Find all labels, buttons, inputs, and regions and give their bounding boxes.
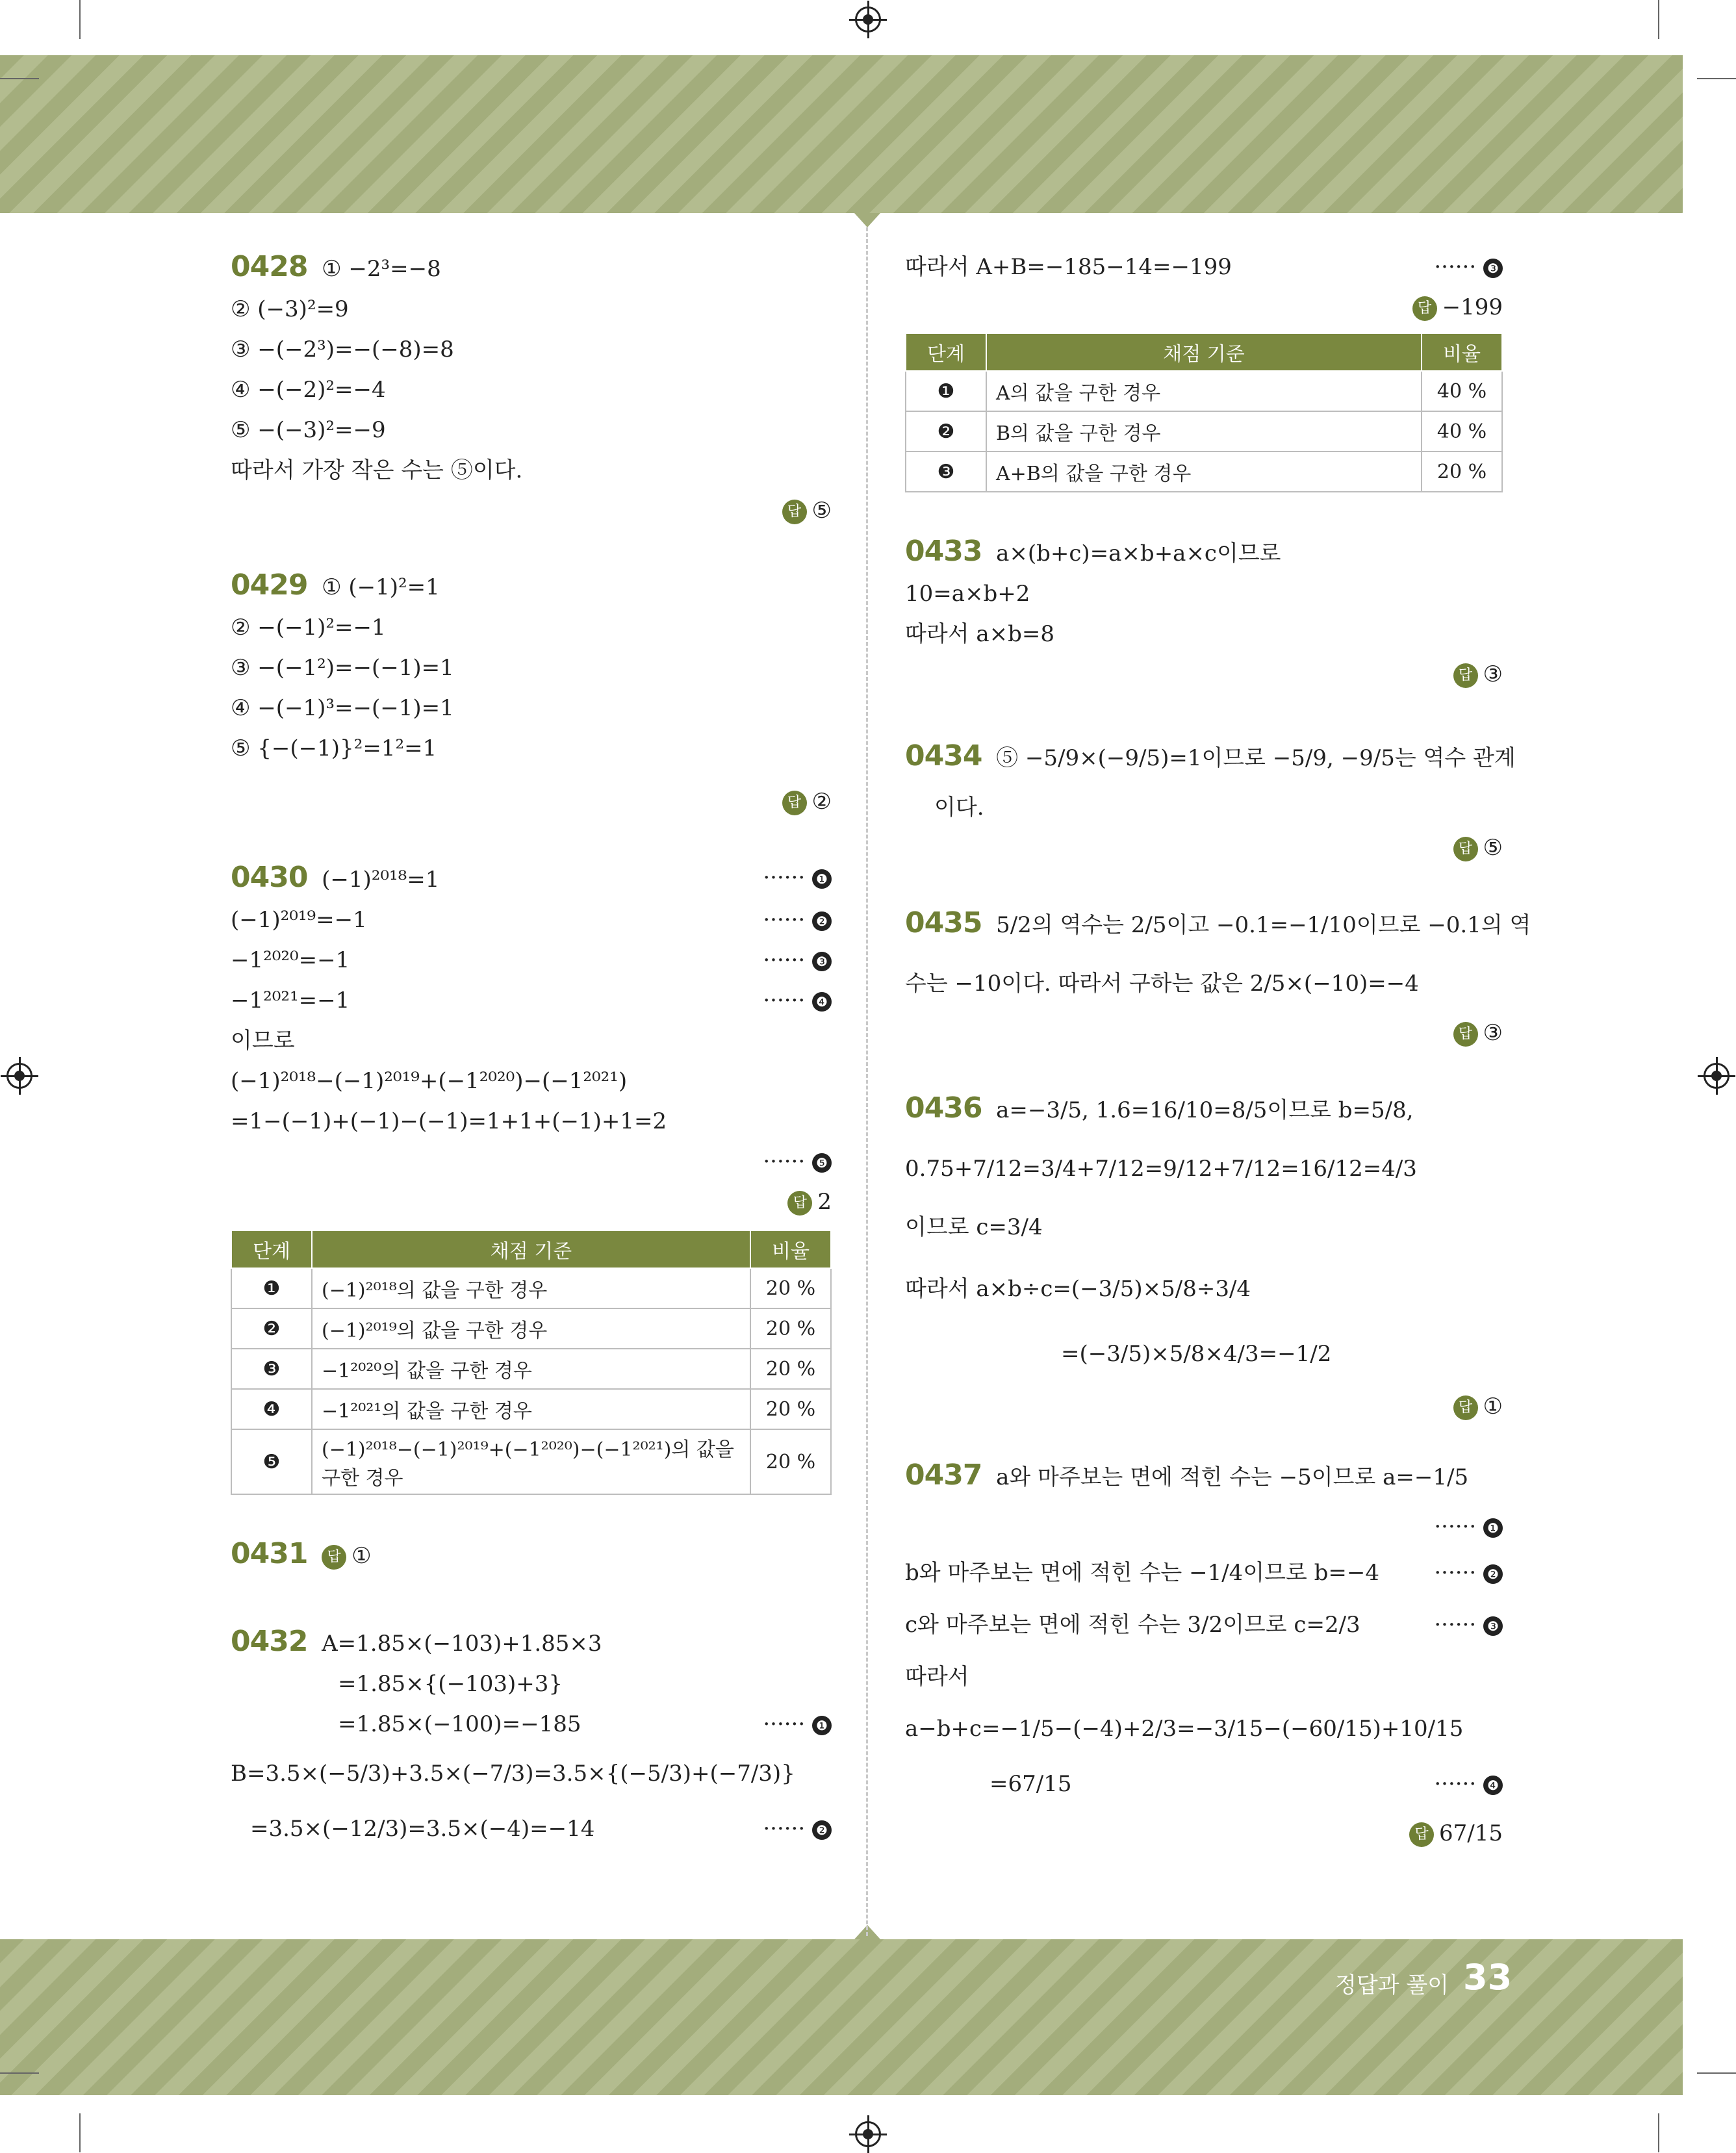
table-row: ❷ B의 값을 구한 경우 40 % <box>906 411 1502 452</box>
step-marker: ❹ <box>812 992 832 1012</box>
step-marker: ❷ <box>1483 1564 1503 1584</box>
trim-mark <box>1658 0 1659 39</box>
solution-line: a×(b+c)=a×b+a×c이므로 <box>996 541 1281 567</box>
problem-number: 0432 <box>231 1625 308 1658</box>
solution-line: 5/2의 역수는 2/5이고 −0.1=−1/10이므로 −0.1의 역 <box>996 912 1531 938</box>
solution-line: ① −2³=−8 <box>322 256 441 282</box>
problem-0430: 0430 (−1)²⁰¹⁸=1 ······ ❶ (−1)²⁰¹⁹=−1 ······ ❷ −1²⁰²⁰=−1 ······ ❸ −1²⁰²¹=−1 ······ ❹ 이므로 (−1)²⁰¹⁸−(−1)²⁰¹⁹+(−1²⁰²⁰)−(−1²⁰²¹) =1−(−1)+(−1)−(−1)=1+1+(−1)+1=2 ······ ❺ 답 2 단계 채점 기준 비율 ❶ (−1)²⁰¹⁸의 값을 구한 경우 20 % ❷ (−1)²⁰¹⁹의 값을 구한 경우 20 % ❸ −1²⁰²⁰의 값을 구한 경우 20 % ❹ −1²⁰²¹의 값을 구한 경우 20 % ❺ (−1)²⁰¹⁸−(−1)²⁰¹⁹+(−1²⁰²⁰)−(−1²⁰²¹)의 값을 구한 경우 20 % <box>231 858 832 1495</box>
answer: 답 ⑤ <box>905 828 1503 868</box>
problem-0435 <box>905 894 1531 1053</box>
problem-number: 0435 <box>905 906 982 939</box>
step-marker: ❺ <box>812 1153 832 1173</box>
trim-mark <box>0 2072 39 2074</box>
header-band <box>0 55 1683 213</box>
table-row: ❺ (−1)²⁰¹⁸−(−1)²⁰¹⁹+(−1²⁰²⁰)−(−1²⁰²¹)의 값을 구한 경우 20 % <box>231 1429 831 1494</box>
table-row: ❸ −1²⁰²⁰의 값을 구한 경우 20 % <box>231 1349 831 1389</box>
solution-line: 10=a×b+2 <box>905 581 1030 607</box>
solution-line: 이므로 c=3/4 <box>905 1214 1043 1240</box>
problem-number: 0434 <box>905 739 982 772</box>
answer: 답 ① <box>905 1386 1503 1427</box>
answer-badge: 답 <box>782 500 807 524</box>
header-notch <box>854 213 880 227</box>
solution-line: =1.85×(−100)=−185 <box>338 1711 581 1737</box>
scoring-table: 단계 채점 기준 비율 ❶ (−1)²⁰¹⁸의 값을 구한 경우 20 % ❷ (−1)²⁰¹⁹의 값을 구한 경우 20 % ❸ −1²⁰²⁰의 값을 구한 경우 20 % ❹ −1²⁰²¹의 값을 구한 경우 20 % ❺ (−1)²⁰¹⁸−(−1)²⁰¹⁹+(−1²⁰²⁰)−(−1²⁰²¹)의 값을 구한 경우 20 % <box>231 1230 832 1495</box>
solution-line: A=1.85×(−103)+1.85×3 <box>322 1631 602 1657</box>
table-row: ❷ (−1)²⁰¹⁹의 값을 구한 경우 20 % <box>231 1308 831 1349</box>
table-row: ❹ −1²⁰²¹의 값을 구한 경우 20 % <box>231 1389 831 1429</box>
answer-badge: 답 <box>1453 1395 1478 1420</box>
problem-0436 <box>905 1079 1503 1427</box>
problem-0432: 0432 A=1.85×(−103)+1.85×3 =1.85×{(−103)+3} =1.85×(−100)=−185 ······ ❶ B=3.5×(−5/3)+3.5×(−7/3)=3.5×{(−5/3)+(−7/3)} =3.5×(−12/3)=3.5×(−4)=−14 ······ ❷ <box>231 1622 832 1855</box>
solution-line: =1−(−1)+(−1)−(−1)=1+1+(−1)+1=2 <box>231 1108 667 1134</box>
answer-badge: 답 <box>782 791 807 815</box>
trim-mark <box>1697 2072 1736 2074</box>
solution-line: ① (−1)²=1 <box>322 574 440 600</box>
answer-badge: 답 <box>1453 663 1478 688</box>
solution-line: −1²⁰²⁰=−1 <box>231 947 350 973</box>
registration-mark-icon <box>6 1063 32 1089</box>
problem-0431 <box>231 1534 832 1576</box>
answer-badge: 답 <box>1453 1022 1478 1047</box>
solution-line: =(−3/5)×5/8×4/3=−1/2 <box>1061 1341 1332 1367</box>
step-marker: ❷ <box>812 1820 832 1840</box>
solution-line: =67/15 <box>989 1771 1072 1797</box>
footer-band <box>0 1939 1683 2095</box>
left-column <box>231 247 832 1855</box>
solution-line: =3.5×(−12/3)=3.5×(−4)=−14 <box>250 1816 595 1842</box>
answer-badge: 답 <box>787 1191 812 1216</box>
problem-0429 <box>231 565 832 851</box>
problem-number: 0429 <box>231 568 308 602</box>
answer: 답 ② <box>231 782 832 822</box>
step-marker: ❸ <box>812 952 832 971</box>
solution-line: a−b+c=−1/5−(−4)+2/3=−3/15−(−60/15)+10/15 <box>905 1716 1464 1742</box>
trim-mark <box>1697 78 1736 79</box>
solution-line: ② −(−1)²=−1 <box>231 615 386 641</box>
solution-line: c와 마주보는 면에 적힌 수는 3/2이므로 c=2/3 <box>905 1612 1360 1638</box>
solution-line: =1.85×{(−103)+3} <box>338 1671 563 1697</box>
solution-line: (−1)²⁰¹⁸−(−1)²⁰¹⁹+(−1²⁰²⁰)−(−1²⁰²¹) <box>231 1068 628 1094</box>
table-row: ❶ A의 값을 구한 경우 40 % <box>906 371 1502 411</box>
scoring-table: 단계 채점 기준 비율 ❶ A의 값을 구한 경우 40 % ❷ B의 값을 구한 경우 40 % ❸ A+B의 값을 구한 경우 20 % <box>905 333 1503 492</box>
answer: 답 −199 <box>905 287 1503 327</box>
solution-line: b와 마주보는 면에 적힌 수는 −1/4이므로 b=−4 <box>905 1560 1380 1586</box>
problem-0428 <box>231 247 832 539</box>
registration-mark-icon <box>1704 1063 1730 1089</box>
table-row: ❸ A+B의 값을 구한 경우 20 % <box>906 452 1502 492</box>
solution-line: (−1)²⁰¹⁸=1 <box>322 867 440 893</box>
step-marker: ❸ <box>1483 259 1503 278</box>
solution-line: ⑤ −5/9×(−9/5)=1이므로 −5/9, −9/5는 역수 관계 <box>996 745 1516 771</box>
registration-mark-icon <box>855 6 881 32</box>
solution-line: 따라서 <box>905 1664 969 1690</box>
solution-line: 수는 −10이다. 따라서 구하는 값은 2/5×(−10)=−4 <box>905 971 1419 997</box>
trim-mark <box>0 78 39 79</box>
column-divider <box>866 227 868 1936</box>
step-marker: ❶ <box>1483 1518 1503 1538</box>
solution-line: −1²⁰²¹=−1 <box>231 987 350 1013</box>
solution-line: 따라서 a×b=8 <box>905 621 1054 647</box>
step-marker: ❶ <box>812 1716 832 1735</box>
trim-mark <box>79 0 81 39</box>
solution-line: 따라서 a×b÷c=(−3/5)×5/8÷3/4 <box>905 1276 1251 1302</box>
step-marker: ❸ <box>1483 1616 1503 1636</box>
problem-0433 <box>905 531 1503 694</box>
solution-line: ⑤ {−(−1)}²=1²=1 <box>231 735 437 761</box>
answer: ① <box>351 1543 372 1569</box>
solution-line: (−1)²⁰¹⁹=−1 <box>231 907 367 933</box>
solution-line: ② (−3)²=9 <box>231 296 349 322</box>
solution-line: ③ −(−1²)=−(−1)=1 <box>231 655 454 681</box>
right-column <box>905 247 1531 1854</box>
registration-mark-icon <box>855 2121 881 2147</box>
step-marker: ❷ <box>812 911 832 931</box>
solution-line: a와 마주보는 면에 적힌 수는 −5이므로 a=−1/5 <box>996 1464 1469 1490</box>
answer: 답 2 <box>231 1182 832 1222</box>
solution-line: ④ −(−1)³=−(−1)=1 <box>231 695 454 721</box>
problem-0437: 0437 a와 마주보는 면에 적힌 수는 −5이므로 a=−1/5 ······ ❶ b와 마주보는 면에 적힌 수는 −1/4이므로 b=−4 ······ ❷ c와 마주보는 면에 적힌 수는 3/2이므로 c=2/3 ······ ❸ 따라서 a−b+c=−1/5−(−4)+2/3=−3/15−(−60/15)+10/15 =67/15 ······ ❹ 답 67/15 <box>905 1446 1503 1854</box>
trim-mark <box>1658 2113 1659 2152</box>
solution-line: ④ −(−2)²=−4 <box>231 377 386 403</box>
answer: 답 ③ <box>905 654 1503 694</box>
answer-badge: 답 <box>1412 296 1437 321</box>
trim-mark <box>79 2113 81 2152</box>
answer: 답 ⑤ <box>231 490 832 531</box>
problem-0432-continued: 따라서 A+B=−185−14=−199 ······ ❸ 답 −199 단계 채점 기준 비율 ❶ A의 값을 구한 경우 40 % ❷ B의 값을 구한 경우 40 % ❸ A+B의 값을 구한 경우 20 % <box>905 247 1503 492</box>
problem-number: 0437 <box>905 1459 982 1492</box>
solution-line: ③ −(−2³)=−(−8)=8 <box>231 337 454 363</box>
answer-badge: 답 <box>322 1545 346 1570</box>
solution-line: 이므로 <box>231 1028 295 1054</box>
problem-number: 0436 <box>905 1091 982 1125</box>
solution-line: a=−3/5, 1.6=16/10=8/5이므로 b=5/8, <box>996 1097 1414 1123</box>
answer-badge: 답 <box>1453 837 1478 861</box>
solution-line: ⑤ −(−3)²=−9 <box>231 417 386 443</box>
answer: 답 67/15 <box>905 1813 1503 1854</box>
footer-label: 정답과 풀이 <box>1335 1972 1449 1998</box>
table-row: ❶ (−1)²⁰¹⁸의 값을 구한 경우 20 % <box>231 1268 831 1308</box>
problem-0434 <box>905 727 1516 868</box>
solution-line: 따라서 A+B=−185−14=−199 <box>905 254 1232 280</box>
answer: 답 ③ <box>905 1013 1503 1053</box>
problem-number: 0428 <box>231 250 308 283</box>
page-number: 33 <box>1463 1957 1513 1998</box>
solution-line: B=3.5×(−5/3)+3.5×(−7/3)=3.5×{(−5/3)+(−7/3)} <box>231 1761 795 1787</box>
problem-number: 0433 <box>905 535 982 568</box>
step-marker: ❶ <box>812 869 832 889</box>
solution-line: 따라서 가장 작은 수는 ⑤이다. <box>231 457 523 483</box>
step-marker: ❹ <box>1483 1776 1503 1795</box>
problem-number: 0430 <box>231 861 308 894</box>
problem-number: 0431 <box>231 1537 308 1570</box>
solution-line: 0.75+7/12=3/4+7/12=9/12+7/12=16/12=4/3 <box>905 1156 1417 1182</box>
solution-line: 이다. <box>934 795 984 821</box>
answer-badge: 답 <box>1409 1822 1434 1847</box>
